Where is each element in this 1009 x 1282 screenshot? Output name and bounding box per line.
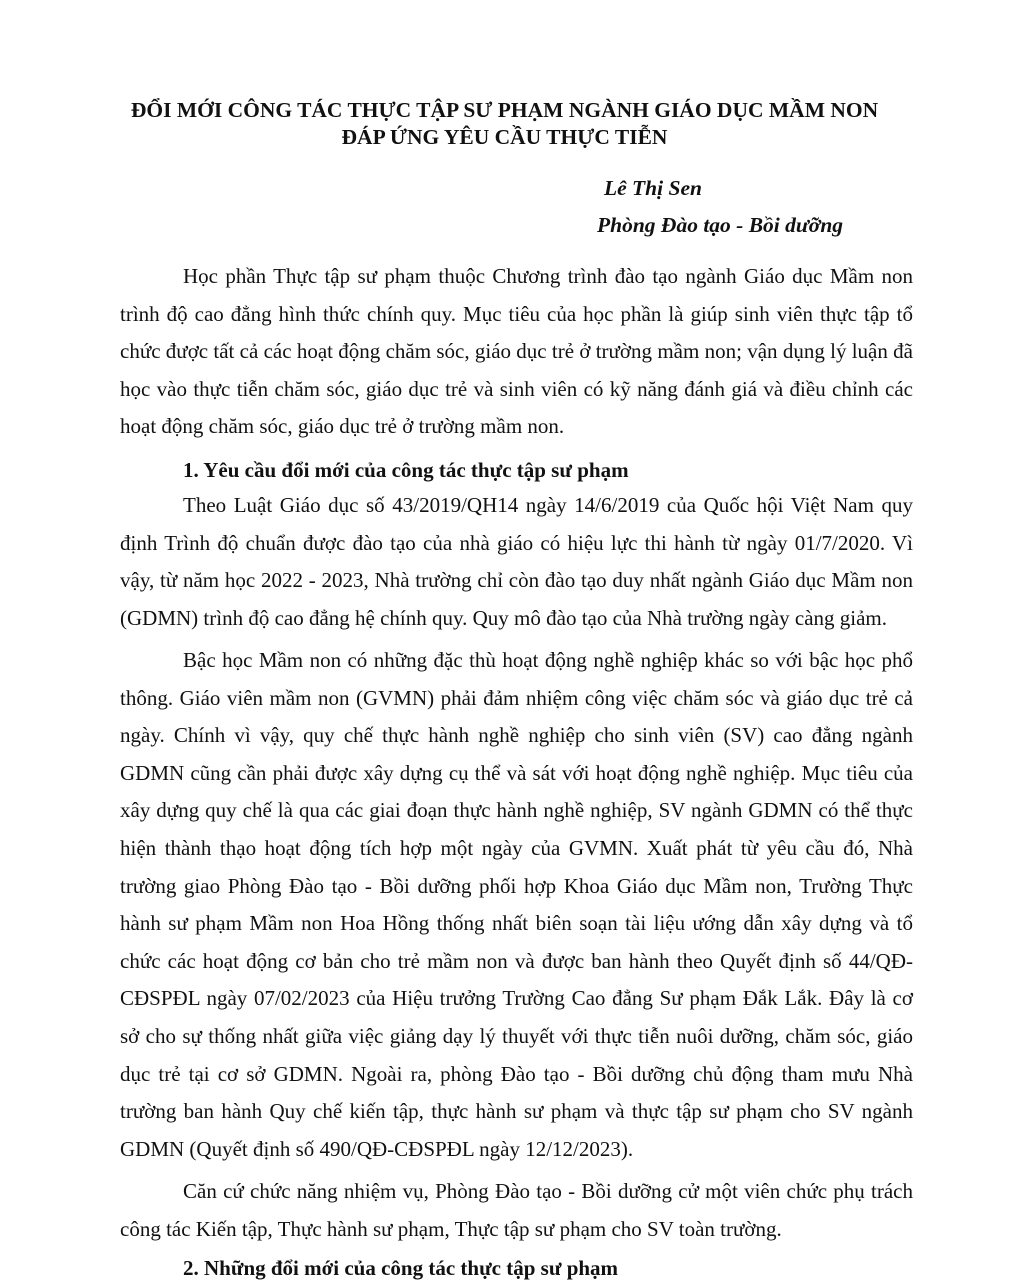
author-name: Lê Thị Sen bbox=[604, 176, 702, 200]
author-unit: Phòng Đào tạo - Bồi dưỡng bbox=[597, 213, 844, 237]
intro-paragraph: Học phần Thực tập sư phạm thuộc Chương trình đào tạo ngành Giáo dục Mầm non trình độ cao đẳng hình thức chính quy. Mục tiêu của học phần là giúp sinh viên thực tập tổ chức được tất cả các hoạt động chăm sóc, giáo dục trẻ ở trường mầm non; vận dụng lý luận đã học vào thực tiễn chăm sóc, giáo dục trẻ và sinh viên có kỹ năng đánh giá và điều chỉnh các hoạt động chăm sóc, giáo dục trẻ ở trường mầm non. bbox=[120, 264, 913, 439]
section-2-heading: 2. Những đổi mới của công tác thực tập sư phạm bbox=[183, 1256, 619, 1280]
section-1-paragraph-2: Bậc học Mầm non có những đặc thù hoạt động nghề nghiệp khác so với bậc học phổ thông. Giáo viên mầm non (GVMN) phải đảm nhiệm công việc chăm sóc và giáo dục trẻ cả ngày. Chính vì vậy, quy chế thực hành nghề nghiệp cho sinh viên (SV) cao đẳng ngành GDMN cũng cần phải được xây dựng cụ thể và sát với hoạt động nghề nghiệp. Mục tiêu của xây dựng quy chế là qua các giai đoạn thực hành nghề nghiệp, SV ngành GDMN có thể thực hiện thành thạo hoạt động tích hợp một ngày của GVMN. Xuất phát từ yêu cầu đó, Nhà trường giao Phòng Đào tạo - Bồi dưỡng phối hợp Khoa Giáo dục Mầm non, Trường Thực hành sư phạm Mầm non Hoa Hồng thống nhất biên soạn tài liệu ướng dẫn xây dựng và tổ chức các hoạt động cơ bản cho trẻ mầm non và được ban hành theo Quyết định số 44/QĐ-CĐSPĐL ngày 07/02/2023 của Hiệu trưởng Trường Cao đẳng Sư phạm Đắk Lắk. Đây là cơ sở cho sự thống nhất giữa việc giảng dạy lý thuyết với thực tiễn nuôi dưỡng, chăm sóc, giáo dục trẻ tại cơ sở GDMN. Ngoài ra, phòng Đào tạo - Bồi dưỡng chủ động tham mưu Nhà trường ban hành Quy chế kiến tập, thực hành sư phạm và thực tập sư phạm cho SV ngành GDMN (Quyết định số 490/QĐ-CĐSPĐL ngày 12/12/2023). bbox=[120, 648, 913, 1161]
document-title-line-2: ĐÁP ỨNG YÊU CẦU THỰC TIỄN bbox=[341, 125, 668, 149]
section-1-paragraph-1: Theo Luật Giáo dục số 43/2019/QH14 ngày 14/6/2019 của Quốc hội Việt Nam quy định Trình độ chuẩn được đào tạo của nhà giáo có hiệu lực thi hành từ ngày 01/7/2020. Vì vậy, từ năm học 2022 - 2023, Nhà trường chỉ còn đào tạo duy nhất ngành Giáo dục Mầm non (GDMN) trình độ cao đẳng hệ chính quy. Quy mô đào tạo của Nhà trường ngày càng giảm. bbox=[120, 493, 913, 630]
section-1-paragraph-3: Căn cứ chức năng nhiệm vụ, Phòng Đào tạo - Bồi dưỡng cử một viên chức phụ trách công tác Kiến tập, Thực hành sư phạm, Thực tập sư phạm cho SV toàn trường. bbox=[120, 1179, 913, 1241]
document-title-line-1: ĐỔI MỚI CÔNG TÁC THỰC TẬP SƯ PHẠM NGÀNH GIÁO DỤC MẦM NON bbox=[130, 98, 879, 122]
section-1-heading: 1. Yêu cầu đổi mới của công tác thực tập sư phạm bbox=[183, 458, 629, 482]
